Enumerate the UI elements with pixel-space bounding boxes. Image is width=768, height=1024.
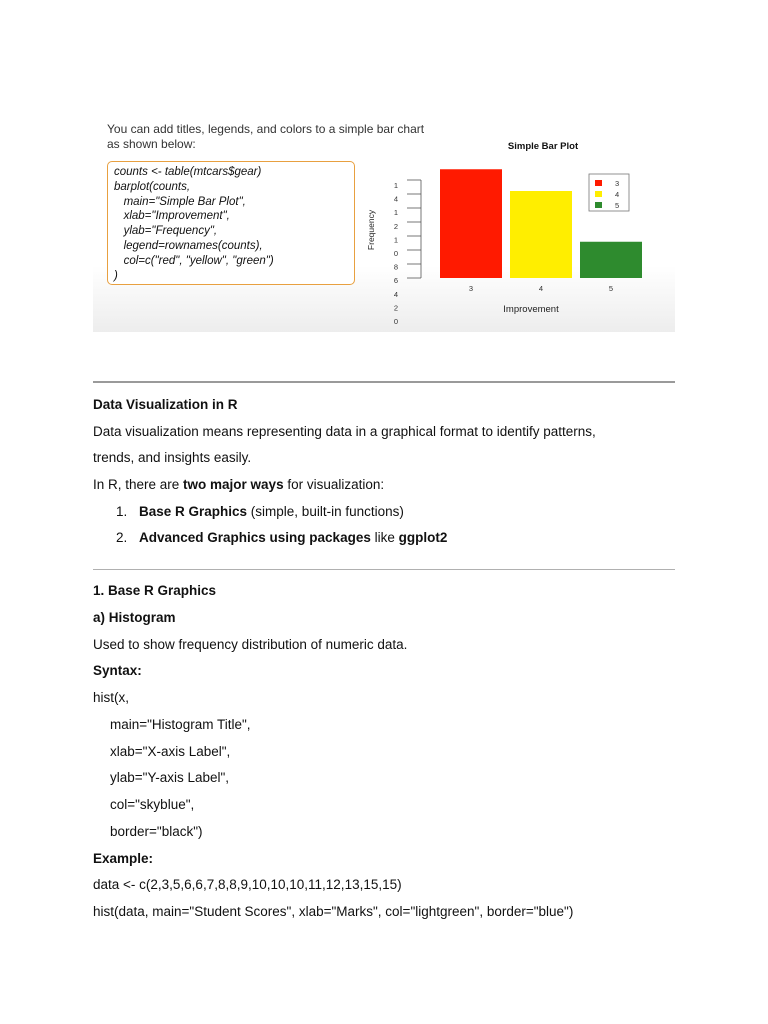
section-divider bbox=[93, 569, 675, 570]
text-run: for visualization: bbox=[283, 477, 385, 492]
y-axis-label: Frequency bbox=[366, 209, 376, 251]
syntax-label: Syntax: bbox=[93, 663, 142, 678]
list-number: 1. bbox=[116, 504, 128, 519]
code-line: counts <- table(mtcars$gear) bbox=[114, 166, 262, 178]
bold-text: ggplot2 bbox=[398, 530, 448, 545]
code-line: col=c("red", "yellow", "green") bbox=[114, 254, 274, 267]
legend-swatch bbox=[595, 191, 602, 197]
list-item bbox=[139, 529, 447, 547]
y-tick-label: 4 bbox=[393, 194, 399, 204]
x-tick-label: 3 bbox=[468, 284, 474, 293]
code-line: hist(data, main="Student Scores", xlab="Marks", col="lightgreen", border="blue") bbox=[93, 904, 574, 919]
code-line: ) bbox=[114, 269, 118, 282]
sub-heading: a) Histogram bbox=[93, 610, 176, 625]
code-line: legend=rownames(counts), bbox=[114, 239, 263, 252]
y-tick-label: 1 bbox=[393, 208, 399, 218]
figure-intro-line-2: as shown below: bbox=[107, 137, 196, 151]
bar-4 bbox=[510, 191, 572, 278]
legend-label: 4 bbox=[615, 190, 620, 199]
section-heading: 1. Base R Graphics bbox=[93, 583, 217, 598]
example-label: Example: bbox=[93, 851, 154, 866]
bold-text: two major ways bbox=[183, 477, 284, 492]
bold-text: Advanced Graphics using packages bbox=[139, 530, 371, 545]
y-tick-label: 6 bbox=[393, 276, 399, 286]
x-tick-label: 5 bbox=[608, 284, 614, 293]
legend-label: 5 bbox=[615, 201, 620, 210]
y-tick-label: 0 bbox=[393, 249, 399, 258]
bar-5 bbox=[580, 242, 642, 278]
x-tick-label: 4 bbox=[538, 284, 544, 293]
bar-chart-figure bbox=[93, 112, 675, 332]
code-line: col="skyblue", bbox=[110, 797, 195, 812]
y-tick-label: 1 bbox=[393, 181, 399, 190]
code-line: xlab="X-axis Label", bbox=[110, 744, 231, 759]
paragraph-line bbox=[93, 476, 384, 494]
code-line: ylab="Frequency", bbox=[114, 225, 218, 238]
code-line: hist(x, bbox=[93, 690, 130, 705]
code-line: ylab="Y-axis Label", bbox=[110, 770, 230, 785]
legend-swatch bbox=[595, 202, 602, 208]
text-run: (simple, built-in functions) bbox=[247, 504, 404, 519]
code-line: border="black") bbox=[110, 824, 203, 839]
paragraph-line: Data visualization means representing data in a graphical format to identify patterns, bbox=[93, 424, 596, 439]
y-tick-label: 4 bbox=[393, 289, 399, 299]
y-tick-label: 1 bbox=[393, 235, 399, 245]
section-heading: Data Visualization in R bbox=[93, 397, 238, 412]
text-run: In R, there are bbox=[93, 477, 184, 492]
legend-swatch bbox=[595, 180, 602, 186]
paragraph-line: Used to show frequency distribution of numeric data. bbox=[93, 637, 408, 652]
code-line: data <- c(2,3,5,6,6,7,8,8,9,10,10,10,11,12,13,15,15) bbox=[93, 877, 402, 892]
y-tick-label: 2 bbox=[393, 221, 399, 231]
bar-chart bbox=[363, 132, 675, 332]
paragraph-line: trends, and insights easily. bbox=[93, 450, 252, 465]
code-line: barplot(counts, bbox=[114, 180, 191, 193]
code-line: xlab="Improvement", bbox=[114, 210, 230, 223]
code-box bbox=[107, 161, 355, 285]
list-item bbox=[139, 503, 404, 521]
y-tick-label: 0 bbox=[393, 317, 399, 326]
figure-intro-line-1: You can add titles, legends, and colors to a simple bar chart bbox=[107, 122, 425, 136]
text-run: like bbox=[370, 530, 399, 545]
legend-label: 3 bbox=[615, 179, 620, 188]
y-tick-label: 8 bbox=[393, 262, 399, 272]
list-number: 2. bbox=[116, 530, 128, 545]
x-axis-label: Improvement bbox=[503, 304, 559, 315]
y-tick-label: 2 bbox=[393, 303, 399, 313]
section-divider bbox=[93, 381, 675, 383]
bold-text: Base R Graphics bbox=[139, 504, 248, 519]
code-line: main="Simple Bar Plot", bbox=[114, 195, 246, 208]
bar-3 bbox=[440, 169, 502, 278]
chart-title: Simple Bar Plot bbox=[507, 141, 579, 152]
code-line: main="Histogram Title", bbox=[110, 717, 251, 732]
